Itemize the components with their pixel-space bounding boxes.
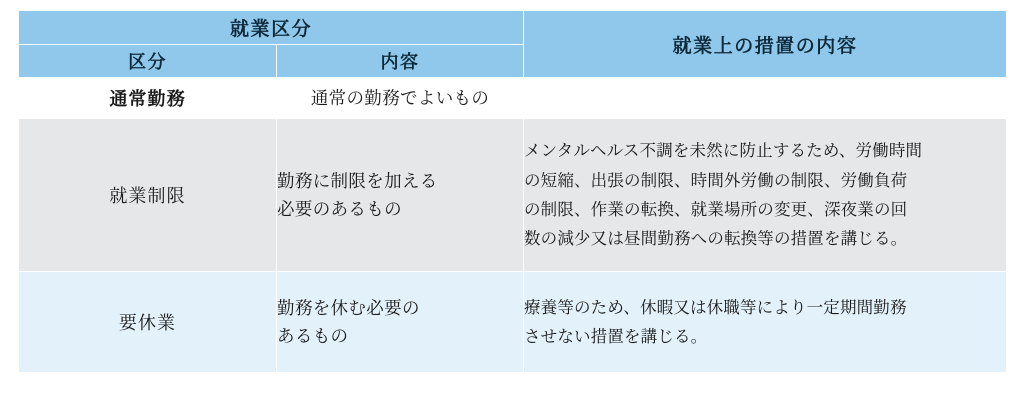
content-line: 勤務に制限を加える: [277, 170, 438, 191]
header-group-work-classification: 就業区分: [19, 11, 524, 45]
cell-category-leave-required: 要休業: [19, 272, 277, 373]
cell-measures-leave-required: [524, 272, 1007, 373]
table-row: [19, 272, 1007, 373]
measure-line: の短縮、出張の制限、時間外労働の制限、労働負荷: [524, 170, 908, 190]
header-category: 区分: [19, 45, 277, 78]
table-row: [19, 78, 1007, 119]
cell-measures-normal-duty: [524, 78, 1007, 119]
cell-content-normal-duty: [277, 78, 524, 119]
cell-category-normal-duty: 通常勤務: [19, 78, 277, 119]
measure-line: 数の減少又は昼間勤務への転換等の措置を講じる。: [524, 229, 908, 249]
cell-measures-work-restriction: [524, 119, 1007, 272]
cell-category-work-restriction: 就業制限: [19, 119, 277, 272]
content-line: あるもの: [277, 326, 349, 346]
header-measures: 就業上の措置の内容: [524, 11, 1007, 78]
content-line: 勤務を休む必要の: [277, 297, 420, 318]
measure-line: 療養等のため、休暇又は休職等により一定期間勤務: [524, 297, 907, 317]
measure-line: メンタルヘルス不調を未然に防止するため、労働時間: [524, 141, 923, 161]
cell-content-work-restriction: [277, 119, 524, 272]
table-row: [19, 119, 1007, 272]
measure-line: の制限、作業の転換、就業場所の変更、深夜業の回: [524, 200, 908, 219]
content-line: 通常の勤務でよいもの: [310, 87, 490, 108]
cell-content-leave-required: [277, 272, 524, 373]
work-classification-table: [18, 10, 1007, 373]
table-header-row-top: [19, 11, 1007, 45]
content-line: 必要のあるもの: [277, 199, 402, 219]
header-content: 内容: [277, 45, 524, 78]
measure-line: させない措置を講じる。: [524, 327, 708, 346]
